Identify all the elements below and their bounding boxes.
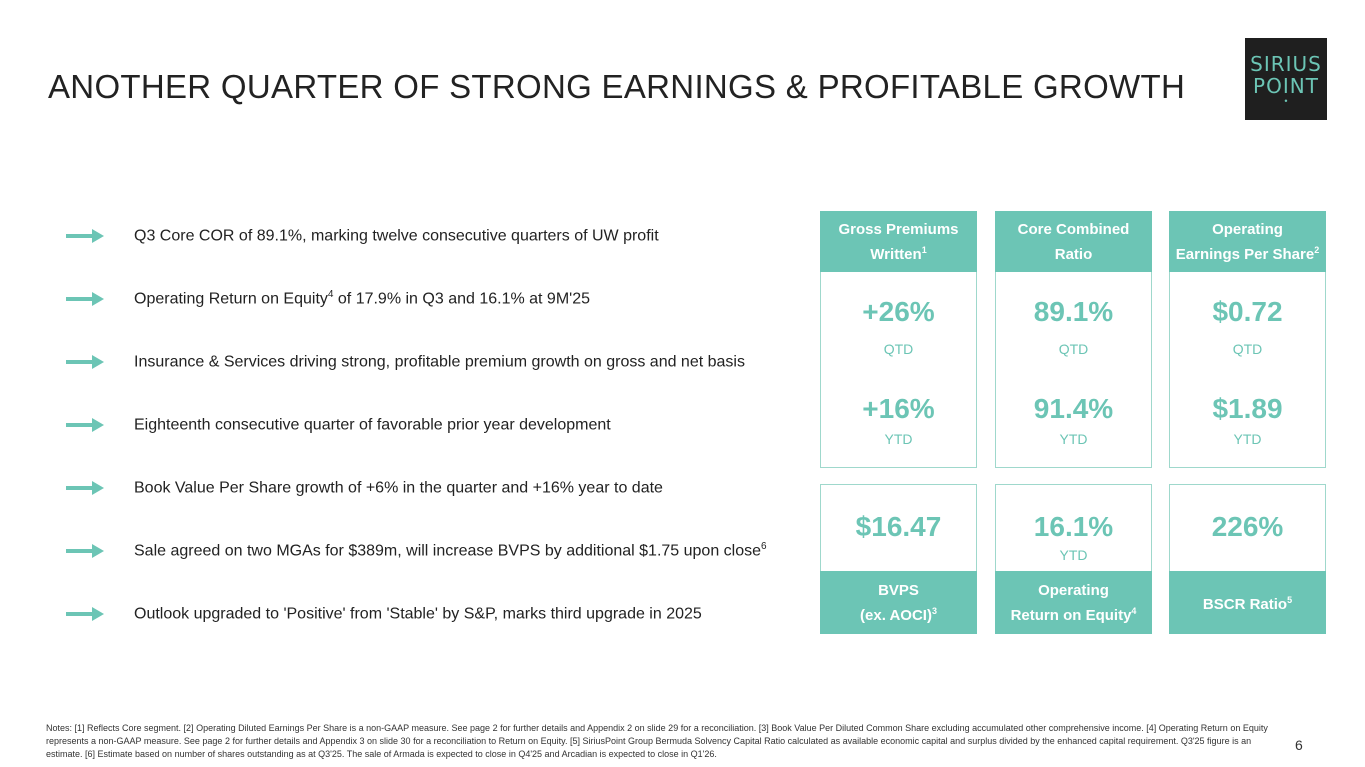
operating-eps-card bbox=[1169, 211, 1326, 468]
card-value-ytd: +16% bbox=[862, 393, 935, 424]
card-value: 16.1% bbox=[1033, 511, 1114, 542]
card-header: Operating Earnings Per Share$^2$ bbox=[1169, 211, 1326, 272]
operating-roe-card bbox=[995, 484, 1152, 633]
arrow-right-icon bbox=[66, 607, 104, 621]
card-value: $16.47 bbox=[855, 511, 942, 542]
gpw-card bbox=[820, 211, 977, 468]
bullet-text: Insurance & Services driving strong, profitable premium growth on gross and net basis bbox=[134, 353, 745, 371]
bullet-item bbox=[66, 473, 663, 503]
bullet-text: Eighteenth consecutive quarter of favorable prior year development bbox=[134, 416, 611, 434]
bullet-item bbox=[66, 410, 611, 440]
card-label-qtd: QTD bbox=[1058, 341, 1089, 357]
arrow-right-icon bbox=[66, 544, 104, 558]
card-label-ytd: YTD bbox=[1059, 431, 1088, 447]
bscr-ratio-card bbox=[1169, 484, 1326, 633]
card-value-qtd: +26% bbox=[862, 296, 935, 327]
card-header: Gross Premiums Written$^1$ bbox=[820, 211, 977, 272]
arrow-right-icon bbox=[66, 481, 104, 495]
card-header: Core Combined Ratio bbox=[995, 211, 1152, 272]
card-footer: BSCR Ratio$^5$ bbox=[1169, 571, 1326, 634]
footnotes: Notes: [1] Reflects Core segment. [2] Operating Diluted Earnings Per Share is a non-GAAP measure. See page 2 for further details and Appendix 2 on slide 29 for a reconciliation. [3] Book Value Per Diluted Common Share excluding accumulated other comprehensive income. [4] Operating Return on Equity represents a non-GAAP measure. See page 2 for further details and Appendix 3 on slide 30 for a reconciliation to Return on Equity. [5] SiriusPoint Group Bermuda Solvency Capital Ratio calculated as available economic capital and surplus divided by the enhanced capital requirement. Q3'25 figure is an estimate. [6] Estimate based on number of shares outstanding as at Q3'25. The sale of Armada is expected to close in Q4'25 and Arcadian is expected to close in Q1'26. bbox=[46, 723, 1268, 759]
card-footer: Operating Return on Equity$^4$ bbox=[995, 571, 1152, 634]
bullet-text: Outlook upgraded to 'Positive' from 'Stable' by S&P, marks third upgrade in 2025 bbox=[134, 605, 702, 623]
arrow-right-icon bbox=[66, 418, 104, 432]
bullet-item bbox=[66, 347, 745, 377]
card-value-ytd: 91.4% bbox=[1033, 393, 1114, 424]
card-label-qtd: QTD bbox=[1232, 341, 1263, 357]
card-value-qtd: 89.1% bbox=[1033, 296, 1114, 327]
logo-dot-icon: • bbox=[1284, 96, 1288, 106]
card-label-ytd: YTD bbox=[884, 431, 913, 447]
bullet-item bbox=[66, 284, 591, 314]
bullet-text: Sale agreed on two MGAs for $389m, will increase BVPS by additional $1.75 upon close$^6$ bbox=[134, 541, 767, 560]
siriuspoint-logo bbox=[1245, 38, 1327, 120]
arrow-right-icon bbox=[66, 292, 104, 306]
page-title: ANOTHER QUARTER OF STRONG EARNINGS & PROFITABLE GROWTH bbox=[48, 68, 1186, 105]
card-value-ytd: $1.89 bbox=[1212, 393, 1283, 424]
bullet-item bbox=[66, 599, 702, 629]
card-value-qtd: $0.72 bbox=[1212, 296, 1283, 327]
bullet-text: Book Value Per Share growth of +6% in the quarter and +16% year to date bbox=[134, 479, 663, 497]
logo-line1: SIRIUS bbox=[1250, 52, 1322, 76]
bvps-card bbox=[820, 484, 977, 633]
card-footer: BVPS (ex. AOCI)$^3$ bbox=[820, 571, 977, 634]
card-value: 226% bbox=[1211, 511, 1284, 542]
page-number: 6 bbox=[1295, 737, 1303, 753]
bullet-text: Q3 Core COR of 89.1%, marking twelve consecutive quarters of UW profit bbox=[134, 227, 659, 245]
core-combined-ratio-card bbox=[995, 211, 1152, 468]
card-sub: YTD bbox=[1059, 547, 1088, 563]
bullet-text: Operating Return on Equity$^4$ of 17.9% in Q3 and 16.1% at 9M'25 bbox=[134, 289, 591, 308]
bullet-item bbox=[66, 221, 659, 251]
card-label-qtd: QTD bbox=[883, 341, 914, 357]
logo-line2: POINT bbox=[1253, 74, 1319, 98]
bullet-item bbox=[66, 536, 767, 566]
card-label-ytd: YTD bbox=[1233, 431, 1262, 447]
arrow-right-icon bbox=[66, 355, 104, 369]
arrow-right-icon bbox=[66, 229, 104, 243]
